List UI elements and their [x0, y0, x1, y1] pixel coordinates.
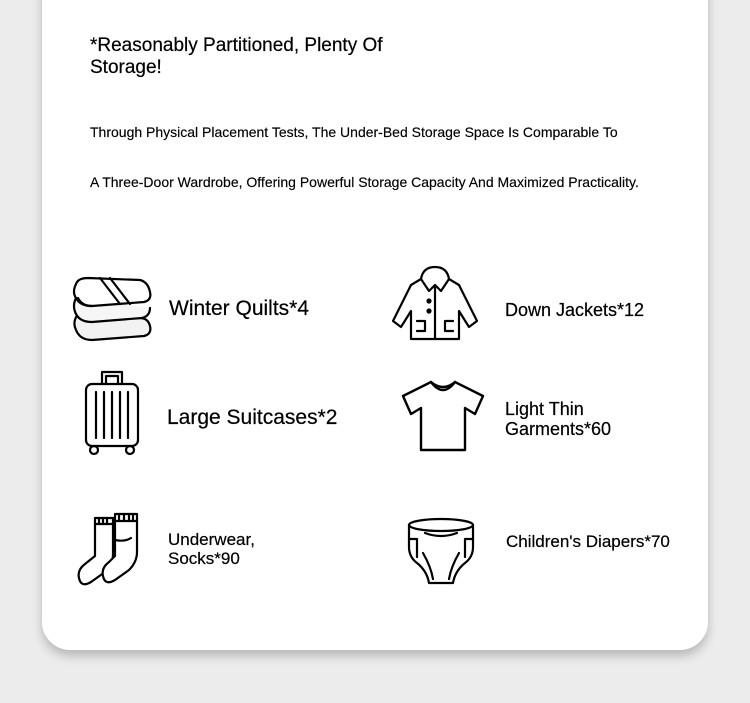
jacket-icon [389, 265, 481, 343]
item-label-large-suitcases: Large Suitcases*2 [167, 406, 338, 429]
item-label-down-jackets: Down Jackets*12 [505, 300, 645, 320]
item-label-winter-quilts: Winter Quilts*4 [169, 297, 310, 320]
suitcase-icon [82, 370, 142, 456]
description-line-2: A Three-Door Wardrobe, Offering Powerful Storage Capacity And Maximized Practicality. [90, 174, 639, 190]
tshirt-icon [401, 380, 485, 454]
page-heading: *Reasonably Partitioned, Plenty Of Storage! [90, 35, 383, 78]
item-label-light-thin-garments: Light Thin Garments*60 [505, 399, 612, 439]
quilts-icon [70, 274, 154, 346]
item-label-underwear-socks: Underwear, Socks*90 [168, 530, 255, 568]
item-label-childrens-diapers: Children's Diapers*70 [506, 532, 670, 551]
description-line-1: Through Physical Placement Tests, The Under-Bed Storage Space Is Comparable To [90, 124, 618, 140]
socks-icon [77, 512, 141, 586]
diaper-icon [405, 517, 477, 587]
